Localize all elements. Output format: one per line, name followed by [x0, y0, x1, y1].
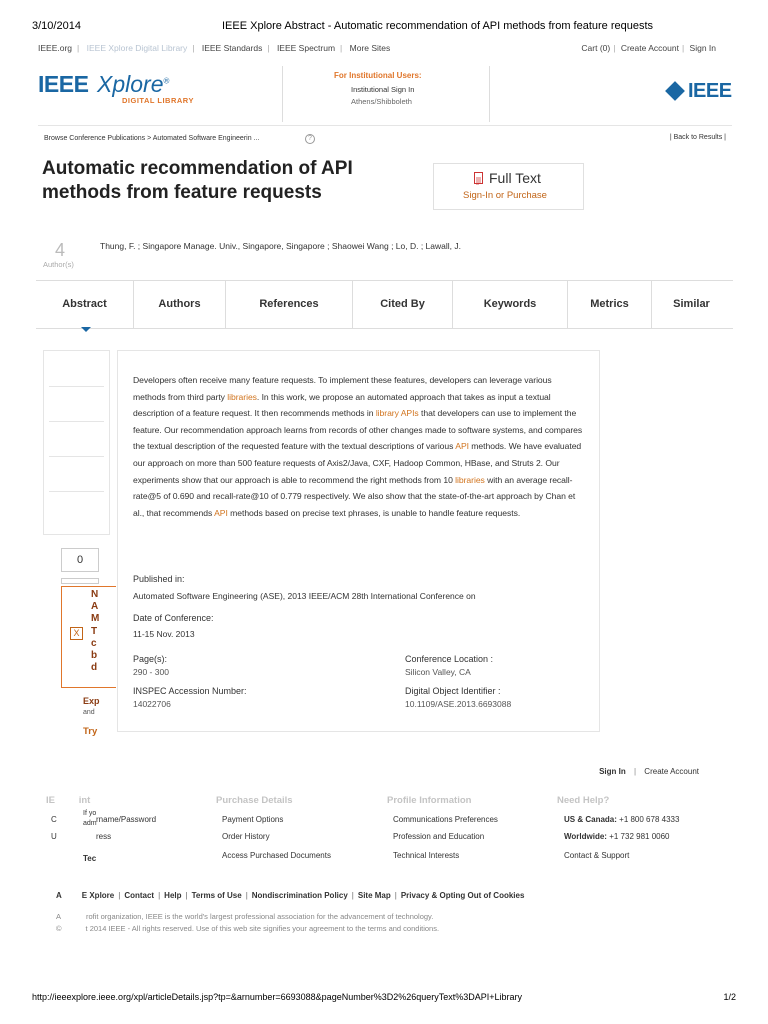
article-tabs: [36, 280, 733, 329]
breadcrumb[interactable]: Browse Conference Publications > Automated Software Engineerin ...: [44, 135, 260, 142]
inspec-value: 14022706: [133, 699, 171, 709]
footer-about-text: A rofit organization, IEEE is the world's largest professional association for the advancement of technology.: [56, 912, 434, 921]
footer-contact-link[interactable]: Contact: [124, 891, 155, 900]
footer-col-account-heading: IE int: [46, 795, 91, 806]
logo-subtitle: DIGITAL LIBRARY: [122, 96, 194, 105]
footer-us-phone: US & Canada: +1 800 678 4333: [564, 815, 680, 824]
ieee-diamond-icon: [665, 81, 685, 101]
sign-in-link[interactable]: Sign In: [689, 43, 716, 53]
header-divider: [489, 66, 490, 122]
logo-xplore-text: Xplore®: [97, 71, 170, 97]
share-count: 0: [61, 548, 99, 572]
footer-payment-options[interactable]: Payment Options: [222, 815, 284, 824]
footer-sign-in[interactable]: Sign In: [599, 767, 626, 776]
sign-in-purchase-link[interactable]: Sign-In or Purchase: [463, 190, 547, 201]
header-divider: [282, 66, 283, 122]
footer-profession[interactable]: Profession and Education: [393, 832, 485, 841]
institutional-title: For Institutional Users:: [334, 71, 422, 80]
footer-access-purchased[interactable]: Access Purchased Documents: [222, 851, 331, 860]
pdf-icon: [474, 172, 483, 184]
location-label: Conference Location :: [405, 654, 494, 664]
footer-privacy-link[interactable]: Privacy & Opting Out of Cookies: [400, 891, 525, 900]
author-count: 4: [55, 240, 66, 260]
footer-sitemap-link[interactable]: Site Map: [357, 891, 391, 900]
footer-nav-bar: A E Xplore | Contact | Help | Terms of Use | Nondiscrimination Policy | Site Map | Privacy & Opting Out of Cookies: [56, 891, 525, 900]
footer-item[interactable]: C: [51, 815, 57, 824]
print-date: 3/10/2014: [32, 20, 81, 32]
date-value: 11-15 Nov. 2013: [133, 629, 195, 639]
pages-value: 290 - 300: [133, 667, 169, 677]
footer-create-account[interactable]: Create Account: [644, 767, 699, 776]
author-list[interactable]: Thung, F. ; Singapore Manage. Univ., Singapore, Singapore ; Shaowei Wang ; Lo, D. ; Lawall, J.: [100, 241, 461, 251]
active-tab-caret-icon: [81, 327, 91, 332]
tab-abstract[interactable]: Abstract: [36, 281, 134, 328]
keyword-link[interactable]: libraries: [227, 391, 257, 402]
back-to-results-link[interactable]: | Back to Results |: [669, 134, 726, 141]
tab-similar[interactable]: Similar: [673, 298, 710, 310]
print-url: http://ieeexplore.ieee.org/xpl/articleDetails.jsp?tp=&arnumber=6693088&pageNumber%3D2%26queryText%3DAPI+Library: [32, 992, 523, 1002]
pages-label: Page(s):: [133, 654, 168, 664]
keyword-link[interactable]: API: [214, 507, 228, 518]
top-nav: IEEE.org | IEEE Xplore Digital Library | IEEE Standards | IEEE Spectrum | More Sites: [38, 43, 391, 53]
footer-terms-link[interactable]: Terms of Use: [191, 891, 242, 900]
promo-and: and: [83, 709, 95, 716]
header-rule: [38, 125, 732, 126]
sidebar-divider: [49, 491, 104, 492]
doi-label: Digital Object Identifier :: [405, 686, 501, 696]
athens-shibboleth-link[interactable]: Athens/Shibboleth: [351, 97, 412, 106]
ieee-xplore-logo[interactable]: [38, 66, 283, 122]
footer-help-link[interactable]: Help: [164, 891, 182, 900]
nav-standards[interactable]: IEEE Standards: [201, 43, 263, 53]
footer-account-links: Sign In | Create Account: [599, 767, 699, 776]
sidebar-divider: [49, 386, 104, 387]
footer-item[interactable]: rname/Password: [96, 815, 157, 824]
close-icon[interactable]: X: [70, 627, 83, 640]
nav-spectrum[interactable]: IEEE Spectrum: [276, 43, 336, 53]
print-title: IEEE Xplore Abstract - Automatic recommendation of API methods from feature requests: [222, 20, 654, 32]
footer-item[interactable]: U: [51, 832, 57, 841]
keyword-link[interactable]: library APIs: [375, 408, 419, 419]
footer-contact-support[interactable]: Contact & Support: [564, 851, 630, 860]
doi-value[interactable]: 10.1109/ASE.2013.6693088: [405, 699, 512, 709]
promo-exp-link[interactable]: Exp: [83, 696, 100, 706]
article-title: Automatic recommendation of API methods from feature requests: [42, 158, 353, 203]
footer-nondiscrimination-link[interactable]: Nondiscrimination Policy: [251, 891, 348, 900]
published-in-value[interactable]: Automated Software Engineering (ASE), 2013 IEEE/ACM 28th International Conference on: [133, 591, 476, 601]
published-in-label: Published in:: [133, 574, 185, 584]
footer-tech-interests[interactable]: Technical Interests: [393, 851, 460, 860]
footer-col-help-heading: Need Help?: [557, 795, 610, 806]
date-label: Date of Conference:: [133, 613, 214, 623]
author-count-label: Author(s): [43, 260, 74, 269]
account-nav: Cart (0) | Create Account | Sign In: [581, 43, 716, 53]
promo-text: N A M T c b d: [91, 589, 100, 674]
nav-more-sites[interactable]: More Sites: [349, 43, 391, 53]
sidebar-divider: [49, 456, 104, 457]
keyword-link[interactable]: libraries: [455, 474, 485, 485]
institutional-sign-in[interactable]: Institutional Sign In: [351, 85, 415, 94]
help-icon[interactable]: ?: [305, 134, 315, 144]
inspec-label: INSPEC Accession Number:: [133, 686, 247, 696]
ieee-brand[interactable]: IEEE: [688, 80, 732, 102]
location-value: Silicon Valley, CA: [405, 667, 471, 677]
logo-ieee-text: IEEE: [38, 71, 89, 97]
promo-try-link[interactable]: Try: [83, 726, 98, 737]
cart-link[interactable]: Cart (0): [581, 43, 611, 53]
share-bar[interactable]: [61, 578, 99, 584]
footer-comm-prefs[interactable]: Communications Preferences: [393, 815, 498, 824]
footer-xplore-link[interactable]: E Xplore: [81, 891, 115, 900]
abstract-text: Developers often receive many feature requests. To implement these features, developers can leverage various methods from third party libraries. In this work, we propose an automated approach that takes as input a textual description of a feature request. It then recommends methods in library APIs that developers can use to implement the feature. Our recommendation approach learns from records of other changes made to software systems, and compares the textual description of the requested feature with the textual descriptions of various API methods. We have evaluated our approach on more than 500 feature requests of Axis2/Java, CXF, Hadoop Common, HBase, and Struts 2. Our experiments show that our approach is able to recommend the right methods from 10 libraries with an average recall-rate@5 of 0.690 and recall-rate@10 of 0.779 respectively. We also show that the state-of-the-art approach by Chan et al., that recommends API methods based on precise text phrases, is unable to handle feature requests.: [133, 375, 583, 518]
nav-xplore[interactable]: IEEE Xplore Digital Library: [86, 43, 188, 53]
share-sidebar: [43, 350, 110, 535]
tab-metrics[interactable]: Metrics: [568, 281, 652, 328]
footer-ww-phone: Worldwide: +1 732 981 0060: [564, 832, 670, 841]
nav-ieee-org[interactable]: IEEE.org: [38, 43, 73, 53]
keyword-link[interactable]: API: [455, 441, 469, 452]
footer-col-profile-heading: Profile Information: [387, 795, 472, 806]
print-page-number: 1/2: [723, 992, 736, 1002]
footer-overlay-text: If yo: [83, 810, 97, 817]
full-text-label[interactable]: Full Text: [489, 170, 541, 186]
footer-item[interactable]: ress: [96, 832, 112, 841]
footer-copyright: © t 2014 IEEE - All rights reserved. Use of this web site signifies your agreement to the terms and conditions.: [56, 924, 440, 933]
footer-order-history[interactable]: Order History: [222, 832, 270, 841]
footer-overlay-text: adm: [83, 820, 97, 827]
tab-authors[interactable]: Authors: [134, 281, 226, 328]
tab-references[interactable]: References: [226, 281, 353, 328]
tab-cited-by[interactable]: Cited By: [353, 281, 453, 328]
sidebar-divider: [49, 421, 104, 422]
create-account-link[interactable]: Create Account: [620, 43, 679, 53]
tab-keywords[interactable]: Keywords: [453, 281, 568, 328]
footer-overlay-text: Tec: [83, 854, 97, 863]
footer-col-purchase-heading: Purchase Details: [216, 795, 293, 806]
